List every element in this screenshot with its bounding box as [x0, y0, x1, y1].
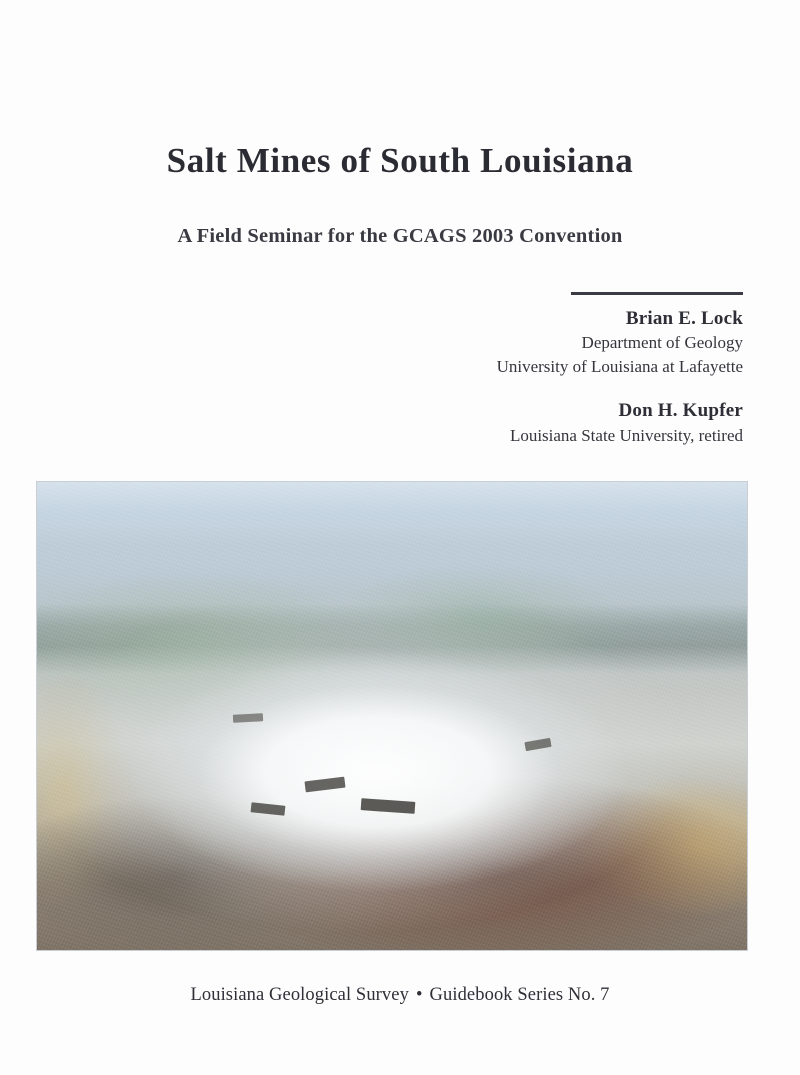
author-affiliation-line: Department of Geology [581, 333, 743, 353]
footer-separator: • [415, 985, 423, 1005]
footer-imprint [0, 985, 800, 1006]
author-affiliation-line: Louisiana State University, retired [509, 425, 743, 445]
cover-photograph [36, 481, 748, 951]
footer-publisher: Louisiana Geological Survey [190, 985, 409, 1005]
title-block [0, 142, 800, 248]
author-entry-1 [323, 306, 743, 379]
photo-grain-overlay [37, 482, 747, 950]
page-subtitle: A Field Seminar for the GCAGS 2003 Convention [177, 224, 623, 247]
footer-series: Guidebook Series No. 7 [429, 985, 610, 1005]
author-entry-2 [323, 398, 743, 447]
authors-block [323, 292, 743, 447]
author-name: Brian E. Lock [625, 307, 743, 329]
page-title: Salt Mines of South Louisiana [166, 141, 634, 180]
author-name: Don H. Kupfer [618, 400, 743, 422]
author-affiliation-line: University of Louisiana at Lafayette [496, 356, 743, 376]
mine-equipment-mark [233, 713, 263, 723]
authors-divider [571, 292, 743, 295]
